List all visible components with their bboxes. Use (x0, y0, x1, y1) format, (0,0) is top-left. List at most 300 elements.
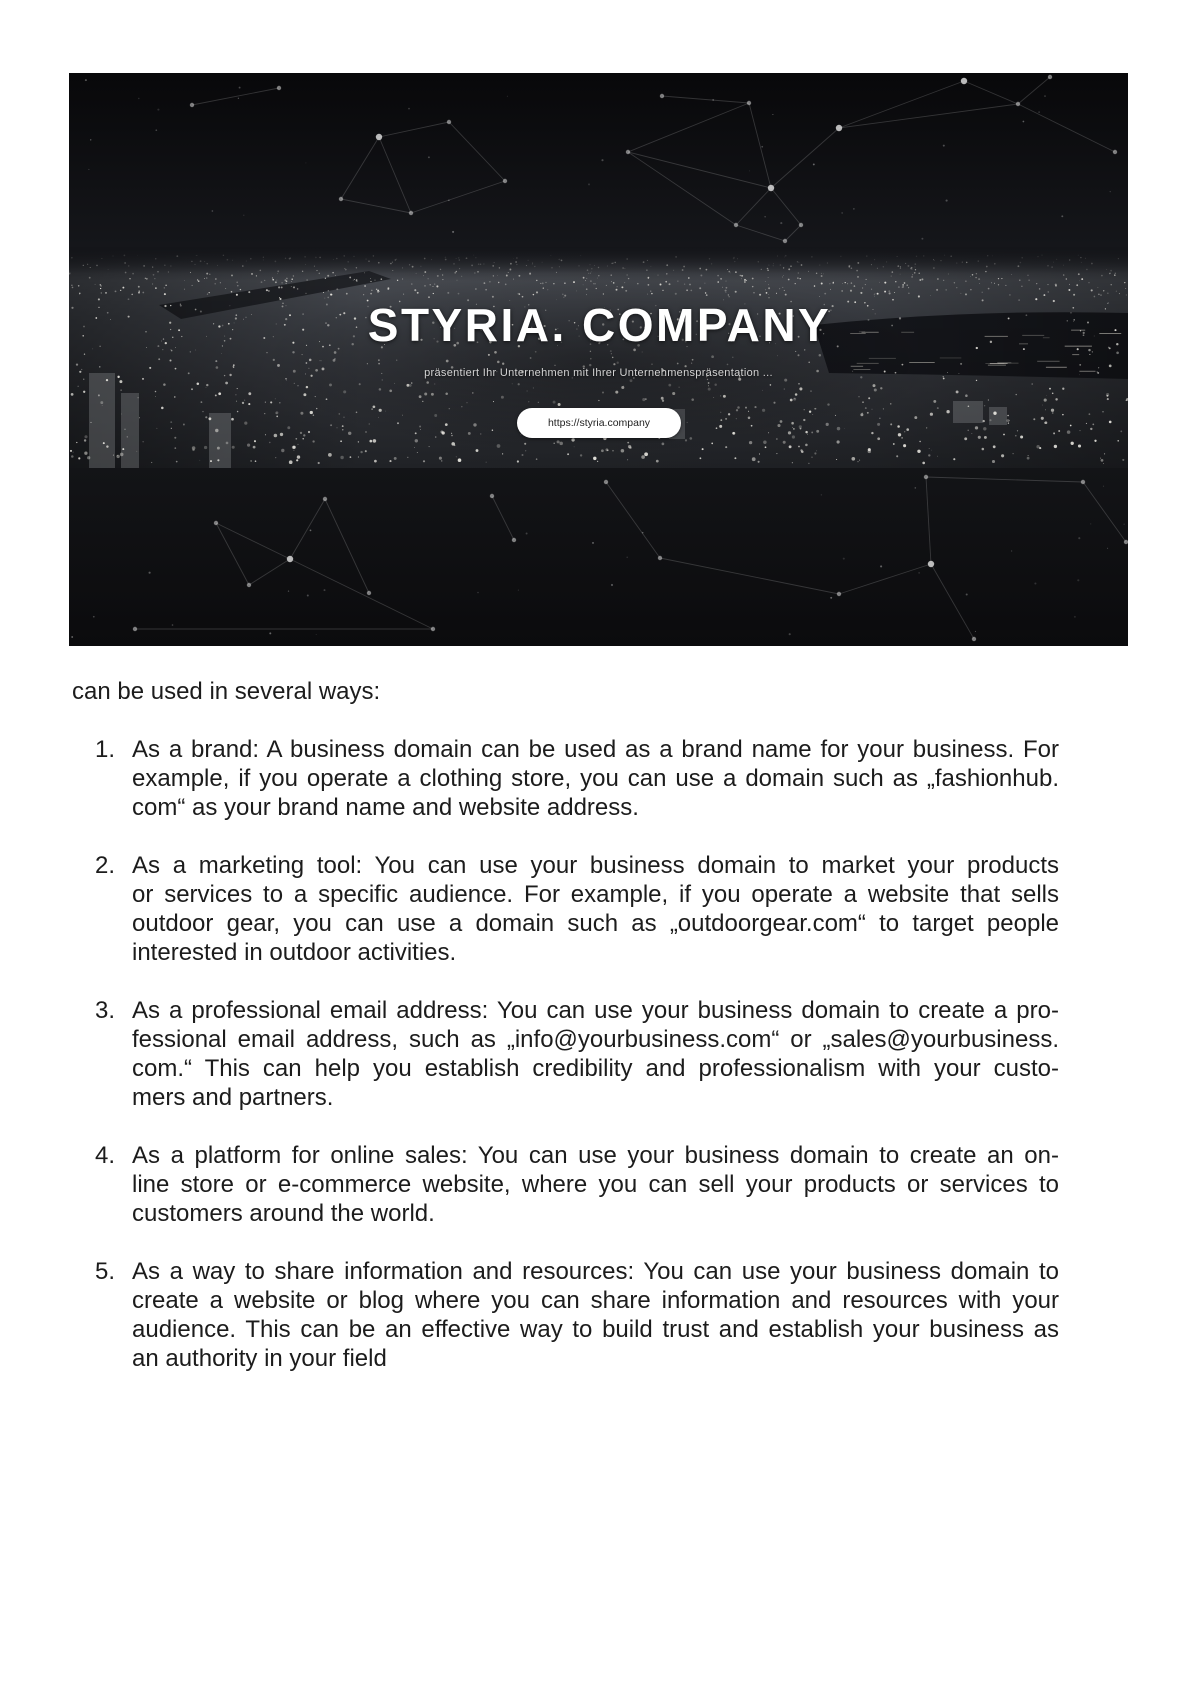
city-light-dot (169, 359, 171, 361)
city-light-dot (1100, 294, 1102, 296)
star-dot (915, 487, 917, 489)
city-light-dot (161, 407, 164, 410)
city-light-dot (984, 436, 987, 439)
city-light-dot (139, 291, 140, 292)
list-item-line: outdoor gear, you can use a domain such as „outdoorgear.com“ to target people (132, 910, 1059, 937)
city-light-dot (376, 289, 377, 290)
list-item-line: or services to a specific audience. For example, if you operate a website that sells (132, 881, 1059, 908)
city-light-dot (877, 293, 879, 295)
city-light-dot (1045, 409, 1046, 410)
city-light-dot (1052, 412, 1054, 414)
city-light-dot (236, 401, 237, 402)
city-light-dot (765, 446, 767, 448)
city-light-dot (267, 290, 268, 291)
city-light-dot (122, 448, 124, 450)
city-light-dot (72, 287, 74, 289)
city-light-dot (1103, 463, 1104, 464)
city-light-dot (968, 405, 970, 407)
city-light-dot (164, 293, 166, 295)
constellation-node (512, 538, 516, 542)
city-light-dot (100, 285, 102, 287)
city-light-dot (76, 442, 77, 443)
city-light-dot (814, 285, 816, 287)
city-light-dot (1005, 285, 1006, 286)
constellation-node (190, 103, 194, 107)
constellation-node (972, 637, 976, 641)
city-light-dot (1033, 418, 1035, 420)
city-light-dot (244, 400, 245, 401)
city-light-dot (174, 437, 176, 439)
city-light-dot (593, 457, 596, 460)
city-light-dot (136, 451, 137, 452)
city-light-dot (100, 401, 103, 404)
city-light-dot (84, 452, 87, 455)
city-light-dot (305, 293, 306, 294)
city-light-dot (152, 283, 153, 284)
city-light-dot (1073, 294, 1075, 296)
star-dot (975, 631, 976, 632)
city-light-dot (847, 283, 848, 284)
star-dot (428, 156, 430, 158)
city-light-dot (121, 414, 122, 415)
city-light-dot (1089, 413, 1091, 415)
city-light-dot (765, 281, 766, 282)
city-light-dot (1107, 398, 1109, 400)
city-light-dot (902, 286, 903, 287)
city-light-dot (131, 294, 133, 296)
list-item-text (132, 1257, 1059, 1373)
city-light-dot (143, 441, 144, 442)
city-light-dot (946, 410, 949, 413)
star-dot (611, 584, 613, 586)
city-light-dot (956, 287, 957, 288)
city-light-dot (1027, 457, 1030, 460)
city-light-dot (1036, 283, 1037, 284)
star-dot (601, 159, 603, 161)
star-dot (307, 594, 309, 596)
city-light-dot (1078, 444, 1081, 447)
city-light-dot (217, 459, 219, 461)
city-light-dot (1076, 284, 1078, 286)
list-item-line: fessional email address, such as „info@yourbusiness.com“ or „sales@yourbusiness. (132, 1026, 1059, 1053)
city-light-dot (215, 394, 217, 396)
city-light-dot (800, 449, 802, 451)
list-item-line: audience. This can be an effective way to build trust and establish your business as (132, 1316, 1059, 1343)
banner-url-pill (517, 408, 681, 438)
star-dot (316, 634, 317, 635)
city-light-dot (289, 460, 293, 464)
star-dot (1044, 95, 1046, 97)
city-light-dot (365, 431, 366, 432)
city-light-dot (871, 432, 873, 434)
city-light-dot (536, 458, 538, 460)
city-light-dot (164, 287, 165, 288)
city-light-dot (255, 460, 257, 462)
city-light-dot (101, 292, 102, 293)
star-dot (918, 572, 919, 573)
city-light-dot (206, 384, 208, 386)
star-dot (88, 169, 89, 170)
constellation-node (768, 185, 774, 191)
constellation-node (247, 583, 251, 587)
city-light-dot (73, 452, 74, 453)
city-light-dot (970, 289, 972, 291)
city-light-dot (209, 292, 210, 293)
banner-title: STYRIA. COMPANY (367, 299, 832, 351)
city-light-dot (837, 440, 840, 443)
city-light-dot (865, 284, 866, 285)
star-dot (1038, 111, 1040, 113)
water-reflection (1072, 354, 1079, 355)
constellation-node (339, 197, 343, 201)
city-light-dot (364, 285, 366, 287)
list-item (72, 851, 1059, 967)
city-light-dot (893, 443, 895, 445)
city-light-dot (811, 456, 813, 458)
star-dot (172, 624, 174, 626)
city-light-dot (901, 437, 903, 439)
city-light-dot (236, 281, 238, 283)
city-light-dot (1017, 430, 1018, 431)
city-light-dot (908, 287, 909, 288)
constellation-node (214, 521, 218, 525)
city-light-dot (860, 292, 862, 294)
list-item (72, 1141, 1059, 1228)
city-building (209, 413, 231, 468)
city-light-dot (1062, 414, 1064, 416)
list-item-line: As a brand: A business domain can be used as a brand name for your business. For (132, 736, 1059, 763)
city-light-dot (917, 450, 920, 453)
city-light-dot (291, 286, 292, 287)
city-light-dot (871, 289, 872, 290)
city-light-dot (967, 430, 968, 431)
city-light-dot (926, 427, 927, 428)
star-dot (310, 530, 312, 532)
list-item-line: mers and partners. (132, 1084, 334, 1111)
city-light-dot (1046, 395, 1047, 396)
city-light-dot (792, 462, 793, 463)
city-light-dot (908, 292, 910, 294)
city-light-dot (330, 424, 332, 426)
city-light-dot (814, 452, 816, 454)
city-light-dot (205, 416, 207, 418)
city-light-dot (897, 425, 900, 428)
list-item-line: customers around the world. (132, 1200, 435, 1227)
city-light-dot (1122, 459, 1124, 461)
constellation-node (1081, 480, 1085, 484)
list-item-line: com.“ This can help you establish credibility and professionalism with your custo- (132, 1055, 1059, 1082)
city-light-dot (842, 290, 843, 291)
star-dot (155, 129, 157, 131)
city-light-dot (1016, 394, 1017, 395)
star-dot (780, 222, 782, 224)
list-item-text (132, 1141, 1059, 1228)
city-light-dot (1012, 453, 1013, 454)
star-dot (1078, 537, 1080, 539)
star-dot (85, 79, 87, 81)
lower-dark-area (69, 468, 1128, 646)
city-light-dot (937, 407, 939, 409)
city-light-dot (218, 392, 221, 395)
city-light-dot (993, 412, 996, 415)
city-light-dot (936, 289, 938, 291)
star-dot (842, 212, 843, 213)
city-light-dot (1047, 284, 1048, 285)
star-dot (1061, 215, 1063, 217)
city-light-dot (960, 293, 961, 294)
city-light-dot (1092, 424, 1094, 426)
city-light-dot (907, 285, 908, 286)
list-item (72, 996, 1059, 1112)
usage-list (72, 735, 1059, 1373)
city-light-dot (281, 286, 283, 288)
star-dot (526, 533, 528, 535)
city-light-dot (278, 286, 280, 288)
city-light-dot (84, 435, 87, 438)
city-light-dot (342, 429, 343, 430)
city-light-dot (1098, 294, 1100, 296)
city-light-dot (789, 445, 792, 448)
city-light-dot (1048, 291, 1049, 292)
star-dot (843, 558, 845, 560)
city-light-dot (394, 457, 397, 460)
list-item-line: example, if you operate a clothing store, you can use a domain such as „fashionhub. (132, 765, 1059, 792)
list-item-line: As a platform for online sales: You can use your business domain to create an on- (132, 1142, 1059, 1169)
city-light-dot (1102, 411, 1103, 412)
city-light-dot (1090, 428, 1092, 430)
constellation-node (626, 150, 630, 154)
city-light-dot (275, 398, 276, 399)
city-light-dot (265, 434, 266, 435)
city-light-dot (297, 455, 300, 458)
intro-text: can be used in several ways: (72, 678, 381, 705)
star-dot (507, 96, 508, 97)
city-light-dot (700, 457, 702, 459)
city-light-dot (323, 292, 324, 293)
city-light-dot (100, 288, 101, 289)
city-light-dot (965, 394, 968, 397)
city-light-dot (877, 423, 880, 426)
city-light-dot (237, 388, 238, 389)
constellation-node (961, 78, 967, 84)
city-light-dot (1009, 294, 1011, 296)
city-light-dot (298, 444, 299, 445)
city-light-dot (902, 284, 904, 286)
city-light-dot (975, 426, 978, 429)
city-light-dot (265, 402, 266, 403)
city-light-dot (1042, 405, 1043, 406)
city-light-dot (1116, 351, 1119, 354)
city-light-dot (1008, 422, 1009, 423)
star-dot (1110, 191, 1111, 192)
city-light-dot (184, 289, 185, 290)
city-light-dot (358, 456, 359, 457)
city-light-dot (1086, 423, 1087, 424)
city-light-dot (1125, 288, 1126, 289)
city-light-dot (377, 290, 379, 292)
city-light-dot (192, 285, 193, 286)
city-light-dot (280, 433, 283, 436)
city-light-dot (1041, 417, 1044, 420)
city-light-dot (165, 285, 166, 286)
city-light-dot (275, 281, 277, 283)
city-light-dot (965, 293, 967, 295)
list-item (72, 735, 1059, 822)
city-light-dot (984, 405, 985, 406)
list-item-number: 2. (95, 852, 116, 879)
city-light-dot (833, 282, 834, 283)
city-light-dot (898, 286, 900, 288)
star-dot (408, 108, 410, 110)
city-building (121, 393, 139, 468)
city-light-dot (191, 388, 193, 390)
city-light-dot (296, 459, 298, 461)
city-light-dot (174, 447, 176, 449)
city-light-dot (155, 287, 157, 289)
city-light-dot (340, 456, 343, 459)
city-light-dot (517, 460, 519, 462)
city-light-dot (295, 438, 297, 440)
city-light-dot (868, 450, 872, 454)
city-light-dot (71, 455, 74, 458)
city-light-dot (1045, 421, 1048, 424)
city-light-dot (291, 281, 292, 282)
city-light-dot (1055, 398, 1057, 400)
city-light-dot (98, 394, 100, 396)
list-item-number: 4. (95, 1142, 116, 1169)
city-light-dot (854, 285, 856, 287)
city-light-dot (106, 445, 108, 447)
list-item-line: interested in outdoor activities. (132, 939, 457, 966)
constellation-node (836, 125, 842, 131)
city-light-dot (874, 296, 875, 297)
constellation-node (287, 556, 293, 562)
city-light-dot (254, 440, 256, 442)
city-light-dot (225, 288, 226, 289)
city-light-dot (417, 452, 418, 453)
city-light-dot (842, 283, 843, 284)
city-light-dot (874, 293, 875, 294)
city-light-dot (206, 387, 207, 388)
city-light-dot (953, 458, 955, 460)
city-light-dot (889, 292, 891, 294)
city-light-dot (207, 293, 208, 294)
city-light-dot (231, 291, 233, 293)
city-light-dot (201, 401, 203, 403)
city-building (989, 407, 1007, 425)
city-light-dot (374, 460, 377, 463)
constellation-node (1124, 540, 1128, 544)
star-dot (853, 208, 854, 209)
constellation-node (783, 239, 787, 243)
constellation-node (604, 480, 608, 484)
city-light-dot (348, 432, 351, 435)
city-light-dot (808, 463, 809, 464)
constellation-node (734, 223, 738, 227)
constellation-node (503, 179, 507, 183)
city-light-dot (202, 411, 203, 412)
city-light-dot (116, 455, 119, 458)
city-light-dot (78, 386, 79, 387)
city-light-dot (192, 449, 194, 451)
city-light-dot (78, 457, 80, 459)
city-light-dot (268, 290, 269, 291)
city-light-dot (859, 460, 860, 461)
city-light-dot (250, 460, 251, 461)
city-light-dot (874, 294, 875, 295)
city-light-dot (297, 288, 299, 290)
city-light-dot (127, 436, 128, 437)
city-light-dot (1106, 393, 1109, 396)
star-dot (518, 590, 519, 591)
city-light-dot (1091, 289, 1093, 291)
city-light-dot (1015, 435, 1017, 437)
city-light-dot (1124, 282, 1125, 283)
city-light-dot (982, 448, 985, 451)
constellation-node (658, 556, 662, 560)
city-light-dot (158, 358, 160, 360)
city-light-dot (190, 351, 191, 352)
city-light-dot (346, 293, 348, 295)
city-light-dot (1051, 409, 1054, 412)
city-light-dot (138, 397, 139, 398)
city-light-dot (851, 282, 852, 283)
city-light-dot (302, 438, 303, 439)
constellation-node (799, 223, 803, 227)
star-dot (149, 572, 151, 574)
star-dot (943, 145, 945, 147)
city-light-dot (236, 294, 238, 296)
city-light-dot (522, 454, 524, 456)
city-light-dot (845, 282, 846, 283)
city-light-dot (363, 294, 364, 295)
city-light-dot (1043, 294, 1045, 296)
city-light-dot (151, 462, 152, 463)
city-light-dot (371, 290, 372, 291)
city-light-dot (1116, 291, 1117, 292)
city-light-dot (1098, 287, 1099, 288)
city-light-dot (931, 450, 932, 451)
city-light-dot (486, 462, 487, 463)
city-light-dot (904, 282, 906, 284)
star-dot (764, 216, 765, 217)
city-light-dot (979, 283, 980, 284)
city-light-dot (120, 453, 124, 457)
star-dot (1074, 616, 1076, 618)
star-dot (93, 616, 95, 618)
city-light-dot (922, 462, 925, 465)
city-light-dot (884, 282, 886, 284)
star-dot (324, 589, 326, 591)
city-light-dot (331, 294, 332, 295)
city-light-dot (1007, 415, 1009, 417)
city-light-dot (458, 458, 462, 462)
star-dot (880, 565, 882, 567)
city-light-dot (1070, 425, 1072, 427)
city-light-dot (894, 292, 895, 293)
list-item-line: com“ as your brand name and website address. (132, 794, 639, 821)
city-light-dot (292, 446, 295, 449)
star-dot (1034, 582, 1036, 584)
city-light-dot (138, 292, 140, 294)
city-light-dot (858, 461, 859, 462)
list-item-number: 1. (95, 736, 116, 763)
city-light-dot (476, 449, 479, 452)
city-light-dot (84, 439, 86, 441)
constellation-node (323, 497, 327, 501)
city-light-dot (102, 405, 103, 406)
city-light-dot (174, 396, 175, 397)
